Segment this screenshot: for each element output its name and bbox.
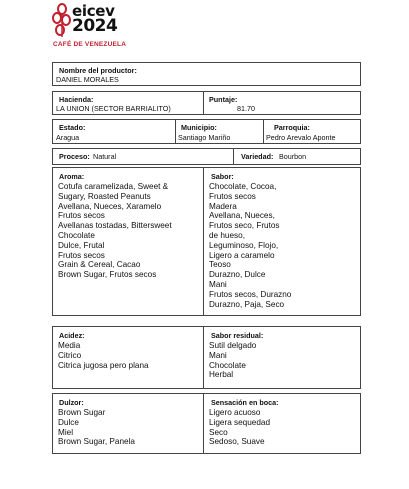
- logo-brand: eicev: [72, 2, 115, 20]
- farm-box: [52, 91, 361, 115]
- aroma-item: Brown Sugar, Frutos secos: [58, 270, 157, 280]
- producer-box: [52, 62, 361, 86]
- process-label: Proceso:: [59, 152, 90, 161]
- producer-value: DANIEL MORALES: [56, 75, 119, 84]
- producer-label: Nombre del productor:: [59, 66, 137, 75]
- coffee-branch-icon: [52, 3, 72, 39]
- flavor-item: Chocolate, Cocoa,: [209, 182, 277, 191]
- divider: [203, 92, 204, 114]
- location-box: [52, 119, 361, 144]
- aroma-item: Chocolate: [58, 230, 95, 240]
- sweetness-item: Dulce: [58, 417, 79, 427]
- aroma-item: Avellana, Nueces, Xaramelo: [58, 201, 162, 211]
- flavor-item: Leguminoso, Flojo,: [209, 240, 279, 250]
- flavor-item: Frutos secos, Durazno: [209, 289, 292, 299]
- state-value: Aragua: [56, 133, 80, 142]
- flavor-item: Ligero a caramelo: [209, 250, 275, 260]
- sweetness-item: Brown Sugar, Panela: [58, 437, 135, 447]
- flavor-list: [209, 182, 291, 309]
- flavor-item: de hueso,: [209, 230, 245, 240]
- variety-value: Bourbon: [279, 152, 307, 161]
- flavor-item: Durazno, Dulce: [209, 270, 266, 280]
- sweetness-mouthfeel-box: [52, 393, 361, 454]
- aroma-list: [58, 182, 172, 280]
- municipality-value: Santiago Mariño: [178, 133, 231, 142]
- sweetness-label: Dulzor:: [59, 398, 84, 407]
- variety-label: Variedad:: [241, 152, 274, 161]
- mouthfeel-list: [209, 408, 270, 447]
- aroma-item: Sugary, Roasted Peanuts: [58, 191, 151, 201]
- acidity-item: Citrico: [58, 350, 82, 360]
- municipality-label: Municipio:: [181, 123, 217, 132]
- aroma-flavor-box: [52, 167, 361, 316]
- aftertaste-item: Mani: [209, 350, 227, 360]
- flavor-item: Durazno, Paja, Seco: [209, 299, 285, 309]
- divider: [203, 168, 204, 315]
- aftertaste-list: [209, 341, 256, 380]
- eicev-logo: [52, 3, 152, 49]
- logo-tagline: CAFÉ DE VENEZUELA: [53, 41, 127, 48]
- aftertaste-item: Sutil delgado: [209, 341, 257, 350]
- aftertaste-item: Chocolate: [209, 360, 246, 370]
- farm-value: LA UNION (SECTOR BARRIALITO): [56, 104, 171, 113]
- acidity-item: Media: [58, 341, 81, 350]
- mouthfeel-item: Seco: [209, 427, 228, 437]
- aftertaste-label: Sabor residual:: [211, 331, 264, 340]
- flavor-item: Mani: [209, 279, 227, 289]
- aroma-item: Frutos secos: [58, 250, 105, 260]
- score-label: Puntaje:: [209, 95, 238, 104]
- flavor-item: Frutos seco, Frutos: [209, 221, 280, 231]
- acidity-aftertaste-box: [52, 326, 361, 389]
- divider: [203, 394, 204, 453]
- mouthfeel-item: Ligero acuoso: [209, 408, 261, 417]
- divider: [175, 120, 176, 143]
- flavor-item: Avellana, Nueces,: [209, 211, 275, 221]
- aftertaste-item: Herbal: [209, 370, 234, 380]
- aroma-item: Cotufa caramelizada, Sweet &: [58, 182, 169, 191]
- mouthfeel-item: Ligera sequedad: [209, 417, 271, 427]
- process-box: [52, 148, 361, 165]
- flavor-item: Teoso: [209, 260, 231, 270]
- parish-value: Pedro Arevalo Aponte: [266, 133, 336, 142]
- flavor-item: Frutos secos: [209, 191, 256, 201]
- aroma-item: Grain & Cereal, Cacao: [58, 260, 141, 270]
- aroma-item: Dulce, Frutal: [58, 240, 105, 250]
- acidity-item: Citrica jugosa pero plana: [58, 360, 149, 370]
- score-value: 81.70: [237, 104, 255, 113]
- mouthfeel-label: Sensación en boca:: [211, 398, 279, 407]
- flavor-item: Madera: [209, 201, 237, 211]
- divider: [263, 120, 264, 143]
- sweetness-list: [58, 408, 135, 447]
- acidity-list: [58, 341, 149, 370]
- aroma-label: Aroma:: [59, 172, 85, 181]
- sweetness-item: Miel: [58, 427, 74, 437]
- divider: [203, 327, 204, 388]
- parish-label: Parroquia:: [274, 123, 310, 132]
- aroma-item: Avellanas tostadas, Bittersweet: [58, 221, 172, 231]
- state-label: Estado:: [59, 123, 86, 132]
- divider: [233, 149, 234, 164]
- logo-year: 2024: [72, 16, 118, 36]
- farm-label: Hacienda:: [59, 95, 94, 104]
- process-value: Natural: [93, 152, 117, 161]
- acidity-label: Acidez:: [59, 331, 85, 340]
- sweetness-item: Brown Sugar: [58, 408, 106, 417]
- aroma-item: Frutos secos: [58, 211, 105, 221]
- flavor-label: Sabor:: [211, 172, 234, 181]
- mouthfeel-item: Sedoso, Suave: [209, 437, 265, 447]
